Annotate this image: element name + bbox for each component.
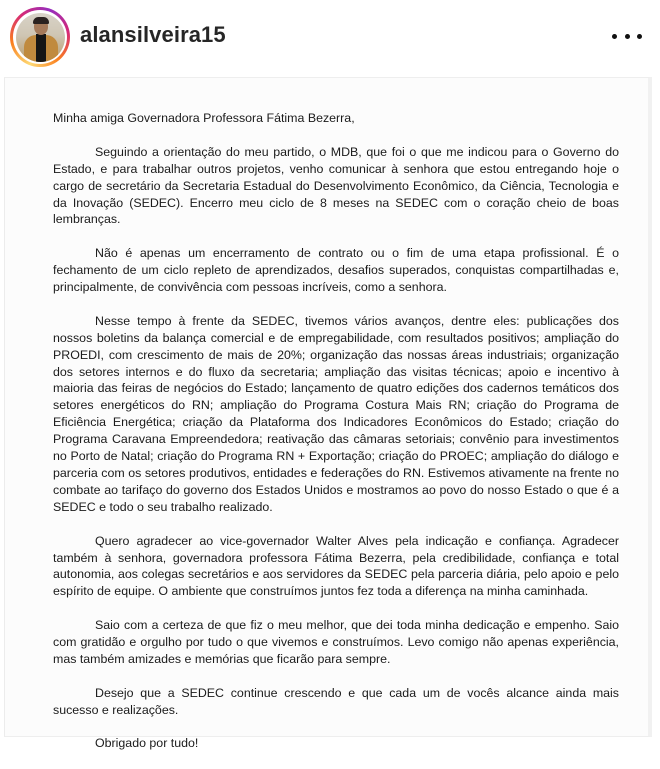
avatar-border: [13, 10, 67, 64]
letter-paragraph: Não é apenas um encerramento de contrato ou o fim de uma etapa profissional. É o fechamento de um ciclo repleto de aprendizados, desafios superados, conquistas compartilhadas e, principalmente, de convivência com pessoas incríveis, como a senhora.: [53, 246, 619, 295]
avatar-shirt: [36, 34, 46, 62]
letter-paragraph: Quero agradecer ao vice-governador Walter Alves pela indicação e confiança. Agradecer também à senhora, governadora professora Fátima Bezerra, pela credibilidade, confiança e total autonomia, aos colegas secretários e aos servidores da SEDEC pela parceria diária, pelo apoio e pelo espírito de equipe. O ambiente que construímos juntos fez toda a diferença na minha caminhada.: [53, 533, 619, 599]
more-options-button[interactable]: [612, 24, 642, 48]
letter-paragraph: Desejo que a SEDEC continue crescendo e que cada um de vocês alcance ainda mais sucesso e realizações.: [53, 685, 619, 717]
username-link[interactable]: alansilveira15: [80, 22, 226, 47]
avatar[interactable]: [16, 13, 65, 62]
letter-paragraph: Saio com a certeza de que fiz o meu melhor, que dei toda minha dedicação e empenho. Saio com gratidão e orgulho por tudo o que vivemos e construímos. Levo comigo não apenas experiência, mas também amizades e memórias que ficarão para sempre.: [53, 618, 619, 666]
avatar-hair: [33, 17, 49, 24]
letter-greeting: Minha amiga Governadora Professora Fátima Bezerra,: [53, 111, 355, 125]
letter-body: [53, 110, 619, 769]
post-header: [0, 0, 660, 74]
post-image[interactable]: [0, 74, 660, 750]
letter-paragraph: Nesse tempo à frente da SEDEC, tivemos vários avanços, dentre eles: publicações dos nossos boletins da balança comercial e de empregabilidade, com resultados positivos; ampliação do PROEDI, com crescimento de mais de 20%; organização das nossas áreas industriais; organização dos setores internos e do fluxo da secretaria; ampliação das visitas técnicas; apoio e incentivo à maioria das feiras de negócios do Estado; lançamento de quatro edições dos cadernos temáticos dos setores energéticos do RN; ampliação do Programa Costura Mais RN; criação do Programa de Eficiência Energética; criação da Plataforma dos Indicadores Econômicos do Estado; criação do Programa Caravana Empreendedora; reativação das câmaras setoriais; convênio para investimentos no Porto de Natal; criação do Programa RN + Exportação; criação do PROEC; ampliação do diálogo e parceria com os setores produtivos, entidades e federações do RN. Estivemos ativamente na frente no combate ao tarifaço do governo dos Estados Unidos e mostramos ao povo do nosso Estado o que é a SEDEC e todo o seu trabalho realizado.: [53, 313, 619, 514]
ellipsis-dot-icon: [625, 34, 630, 39]
story-ring[interactable]: [10, 7, 70, 67]
ellipsis-dot-icon: [612, 34, 617, 39]
letter-document: [4, 77, 652, 751]
letter-paragraph: Seguindo a orientação do meu partido, o MDB, que foi o que me indicou para o Governo do Estado, e para trabalhar outros projetos, venho comunicar à senhora que estou entregando hoje o cargo de secretário da Secretaria Estadual do Desenvolvimento Econômico, da Ciência, Tecnologia e da Inovação (SEDEC). Encerro meu ciclo de 8 meses na SEDEC com o coração cheio de boas lembranças.: [53, 144, 619, 227]
letter-closing: Obrigado por tudo!: [95, 736, 199, 751]
ellipsis-dot-icon: [637, 34, 642, 39]
